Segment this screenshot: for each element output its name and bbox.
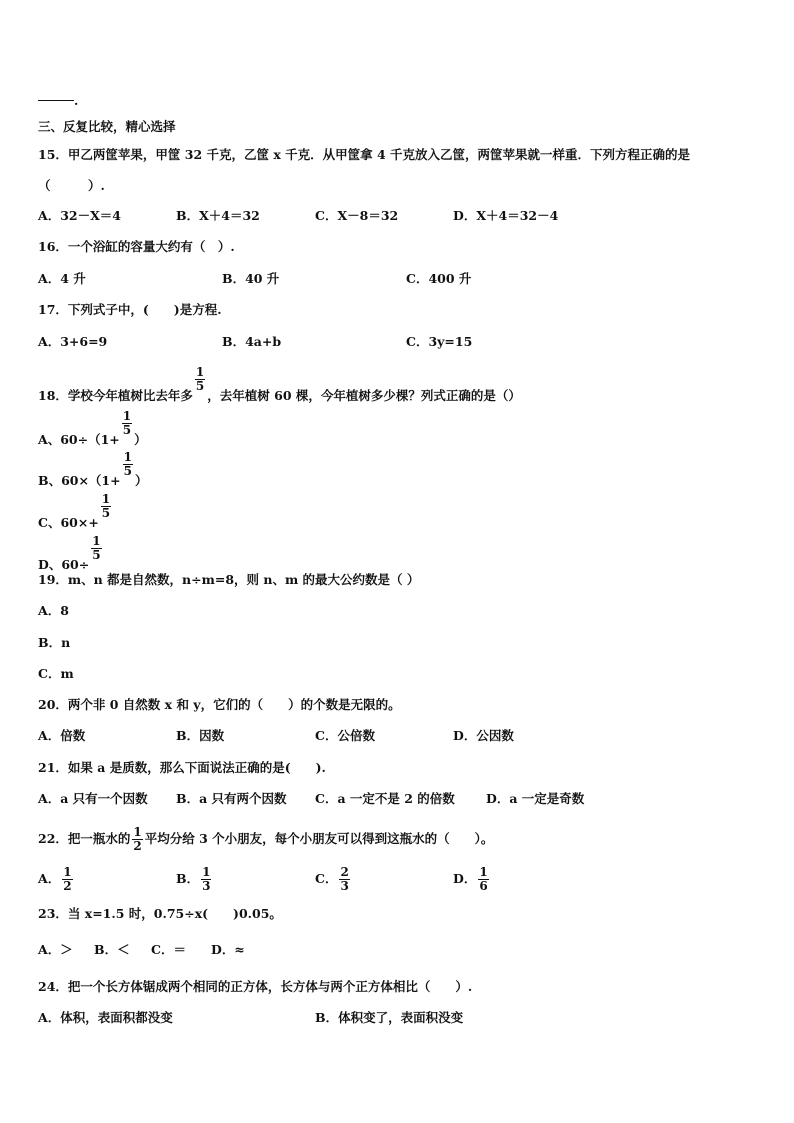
q22-option-c-fraction [339, 866, 349, 893]
q22-option-a-fraction [62, 866, 72, 893]
q18-option-a-post: ） [134, 432, 147, 447]
q21-option-a[interactable]: A．a 只有一个因数 [38, 791, 148, 806]
q22-option-b-fraction [201, 866, 211, 893]
q18-option-d-pre: D、60÷ [38, 557, 90, 572]
fraction-denominator: 5 [123, 464, 132, 478]
q16-option-a[interactable]: A．4 升 [38, 271, 86, 286]
q18-option-d[interactable] [38, 535, 104, 574]
q23-option-a[interactable]: A．＞ [38, 942, 73, 957]
q20-stem: 20．两个非 0 自然数 x 和 y，它们的（ ）的个数是无限的。 [38, 697, 401, 712]
q22-option-b[interactable] [176, 866, 213, 893]
q17-option-b[interactable]: B．4a+b [222, 334, 282, 349]
q22-option-d[interactable] [453, 866, 491, 893]
fraction-denominator: 3 [340, 879, 349, 893]
q18-option-c[interactable] [38, 493, 113, 532]
q24-option-b[interactable]: B．体积变了，表面积没变 [315, 1010, 464, 1025]
q16-option-c[interactable]: C．400 升 [406, 271, 472, 286]
q18-fraction [195, 366, 205, 393]
q18-option-b-post: ） [134, 473, 148, 488]
fraction-denominator: 3 [202, 879, 211, 893]
fraction-denominator: 5 [101, 506, 111, 520]
q18-option-c-pre: C、60×+ [38, 515, 99, 530]
q18-option-b[interactable] [38, 451, 147, 490]
q17-stem: 17．下列式子中，( )是方程. [38, 302, 222, 317]
fraction-numerator: 2 [340, 865, 349, 879]
q18-option-a-pre: A、60÷（1+ [38, 432, 120, 447]
q22-option-d-fraction [478, 866, 488, 893]
fraction-numerator: 1 [92, 534, 101, 548]
q18-option-b-fraction [123, 451, 133, 478]
fraction-numerator: 1 [202, 865, 211, 879]
q16-option-b[interactable]: B．40 升 [222, 271, 280, 286]
q22-option-b-label: B． [176, 871, 200, 886]
q18-option-b-pre: B、60×（1+ [38, 473, 121, 488]
fraction-denominator: 5 [195, 379, 205, 393]
q18-option-c-fraction [101, 493, 111, 520]
q18-stem-post: ，去年植树 60 棵，今年植树多少棵？列式正确的是（） [207, 388, 521, 403]
q22-option-c[interactable] [315, 866, 352, 893]
q17-option-a[interactable]: A．3+6=9 [38, 334, 108, 349]
fraction-numerator: 1 [133, 825, 142, 839]
q24-option-a[interactable]: A．体积，表面积都没变 [38, 1010, 173, 1025]
fraction-denominator: 2 [133, 839, 142, 853]
q23-option-c[interactable]: C．＝ [151, 942, 186, 957]
q22-stem-post: 平均分给 3 个小朋友，每个小朋友可以得到这瓶水的（ ）。 [144, 831, 494, 846]
q22-option-c-label: C． [315, 871, 338, 886]
section-title: 三、反复比较，精心选择 [38, 119, 176, 134]
q15-stem-cont: （ ）. [38, 178, 105, 193]
fraction-numerator: 1 [63, 865, 72, 879]
q20-option-b[interactable]: B．因数 [176, 728, 225, 743]
fraction-numerator: 1 [479, 865, 488, 879]
q21-stem: 21．如果 a 是质数，那么下面说法正确的是( ). [38, 760, 326, 775]
q19-option-a[interactable]: A．8 [38, 603, 69, 618]
q22-option-a-label: A． [38, 871, 61, 886]
q22-option-d-label: D． [453, 871, 477, 886]
fraction-numerator: 1 [195, 365, 205, 379]
q20-option-a[interactable]: A．倍数 [38, 728, 86, 743]
q18-stem [38, 366, 521, 405]
q21-option-c[interactable]: C．a 一定不是 2 的倍数 [315, 791, 455, 806]
q20-option-c[interactable]: C．公倍数 [315, 728, 375, 743]
q15-stem: 15．甲乙两筐苹果，甲筐 32 千克，乙筐 x 千克．从甲筐拿 4 千克放入乙筐，两筐苹果就一样重．下列方程正确的是 [38, 147, 691, 162]
blank-underline [38, 100, 74, 101]
q22-stem [38, 826, 493, 853]
q18-option-a[interactable] [38, 410, 147, 449]
q24-stem: 24．把一个长方体锯成两个相同的正方体，长方体与两个正方体相比（ ）. [38, 979, 473, 994]
q21-option-d[interactable]: D．a 一定是奇数 [486, 791, 585, 806]
q23-option-b[interactable]: B．＜ [94, 942, 130, 957]
q18-option-a-fraction [122, 410, 132, 437]
q22-stem-pre: 22．把一瓶水的 [38, 831, 131, 846]
answer-blank-line [38, 92, 78, 110]
q18-option-d-fraction [91, 535, 101, 562]
q15-option-a[interactable]: A．32－X＝4 [38, 208, 121, 223]
fraction-denominator: 5 [122, 423, 132, 437]
q15-option-b[interactable]: B．X＋4＝32 [176, 208, 260, 223]
q22-stem-fraction [132, 826, 142, 853]
q21-option-b[interactable]: B．a 只有两个因数 [176, 791, 287, 806]
fraction-numerator: 1 [101, 492, 111, 506]
q15-option-c[interactable]: C．X－8＝32 [315, 208, 399, 223]
q19-option-b[interactable]: B．n [38, 635, 71, 650]
q15-option-d[interactable]: D．X＋4＝32－4 [453, 208, 559, 223]
fraction-denominator: 5 [92, 548, 101, 562]
blank-tail: . [74, 93, 79, 108]
q23-option-d[interactable]: D．≈ [211, 942, 245, 957]
q22-option-a[interactable] [38, 866, 75, 893]
q18-stem-pre: 18．学校今年植树比去年多 [38, 388, 193, 403]
fraction-numerator: 1 [122, 409, 132, 423]
fraction-numerator: 1 [123, 450, 132, 464]
fraction-denominator: 2 [63, 879, 72, 893]
q19-option-c[interactable]: C．m [38, 666, 74, 681]
q20-option-d[interactable]: D．公因数 [453, 728, 514, 743]
q17-option-c[interactable]: C．3y=15 [406, 334, 473, 349]
q16-stem: 16．一个浴缸的容量大约有（ ）. [38, 239, 235, 254]
q23-stem: 23．当 x=1.5 时，0.75÷x( )0.05。 [38, 906, 282, 921]
q19-stem: 19．m、n 都是自然数，n÷m=8，则 n、m 的最大公约数是（ ） [38, 572, 420, 587]
fraction-denominator: 6 [479, 879, 488, 893]
